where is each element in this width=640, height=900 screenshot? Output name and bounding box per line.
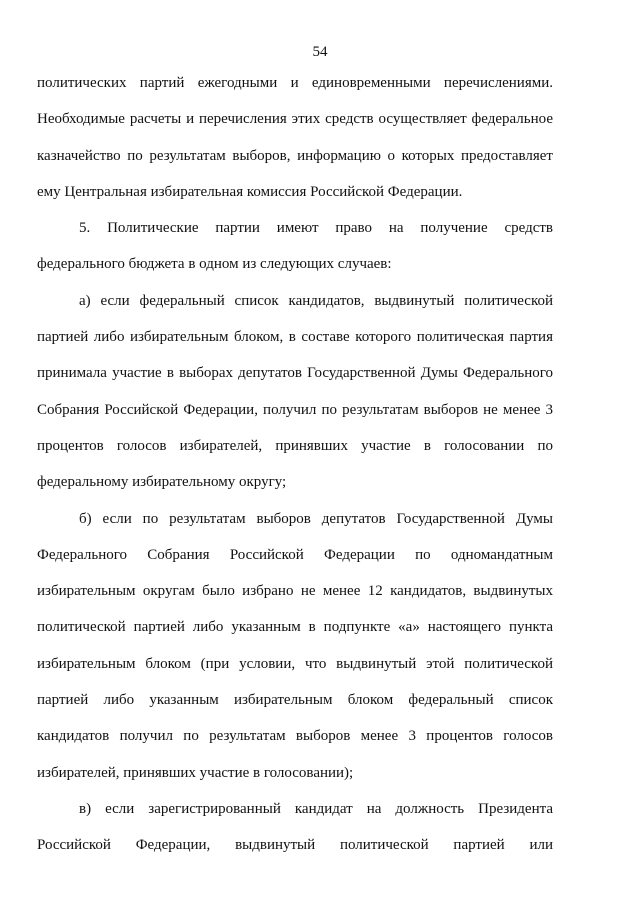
- document-body: [37, 65, 553, 864]
- paragraph-subitem-a: а) если федеральный список кандидатов, выдвинутый политической партией либо избирательным блоком, в составе которого политическая партия принимала участие в выборах депутатов Государственной Думы Федерального Собрания Российской Федерации, получил по результатам выборов не менее 3 процентов голосов избирателей, принявших участие в голосовании по федеральному избирательному округу;: [37, 292, 553, 491]
- paragraph-item-5: 5. Политические партии имеют право на получение средств федерального бюджета в одном из следующих случаев:: [37, 220, 553, 273]
- paragraph-continuation: политических партий ежегодными и единовременными перечислениями. Необходимые расчеты и перечисления этих средств осуществляет федеральное казначейство по результатам выборов, информацию о которых предоставляет ему Центральная избирательная комиссия Российской Федерации.: [37, 75, 553, 200]
- paragraph-subitem-v: в) если зарегистрированный кандидат на должность Президента Российской Федерации, выдвинутый политической партией или: [37, 800, 553, 854]
- paragraph-subitem-b: б) если по результатам выборов депутатов Государственной Думы Федерального Собрания Российской Федерации по одномандатным избирательным округам было избрано не менее 12 кандидатов, выдвинутых политической партией либо указанным в подпункте «а» настоящего пункта избирательным блоком (при условии, что выдвинутый этой политической партией либо указанным избирательным блоком федеральный список кандидатов получил по результатам выборов менее 3 процентов голосов избирателей, принявших участие в голосовании);: [37, 510, 553, 781]
- page-number: 54: [312, 44, 328, 60]
